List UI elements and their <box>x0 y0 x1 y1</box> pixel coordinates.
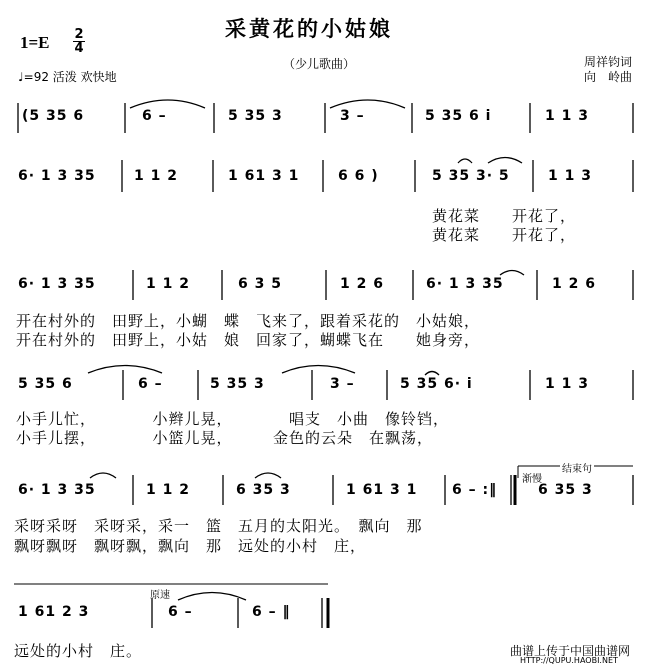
bar: 3 – <box>340 108 365 124</box>
meter-top: 2 <box>74 27 84 42</box>
bar: 5 35 3· 5 <box>432 168 510 184</box>
bar: 6 – <box>142 108 167 124</box>
lyric-line-2: 飘呀飘呀 飘呀飘，飘向 那 远处的小村 庄， <box>14 537 367 555</box>
bar: 5 35 3 <box>228 108 283 124</box>
bar: 1 61 3 1 <box>346 482 418 498</box>
watermark: 曲谱上传于中国曲谱网 <box>510 644 631 658</box>
bar: 6· 1 3 35 <box>18 276 96 292</box>
a-tempo-mark: 原速 <box>150 590 170 601</box>
bar: (5 35 6 <box>22 108 85 124</box>
bar: 1 2 6 <box>552 276 596 292</box>
bar: 6 – :‖ <box>452 482 498 498</box>
bar: 1 1 3 <box>548 168 592 184</box>
lyric-line-2: 小手儿摆， 小篮儿晃， 金色的云朵 在飘荡， <box>16 429 434 447</box>
bar: 1 1 2 <box>134 168 178 184</box>
bar: 3 – <box>330 376 355 392</box>
bar: 6 – ‖ <box>252 604 291 620</box>
bar: 6· 1 3 35 <box>18 168 96 184</box>
bar: 6· 1 3 35 <box>426 276 504 292</box>
lyric-line-2: 开在村外的 田野上，小姑 娘 回家了，蝴蝶飞在 她身旁， <box>16 331 481 349</box>
lyric-line-1: 开在村外的 田野上，小蝴 蝶 飞来了，跟着采花的 小姑娘， <box>16 312 481 330</box>
bar: 1 1 2 <box>146 276 190 292</box>
meter-bottom: 4 <box>74 41 84 56</box>
watermark-url: HTTP://QUPU.HAOBI.NET <box>520 656 618 665</box>
lyric-line-1: 小手儿忙， 小辫儿晃， 唱支 小曲 像铃铛， <box>16 410 450 428</box>
bar: 1 61 2 3 <box>18 604 90 620</box>
bar: 5 35 6 i <box>425 108 492 124</box>
composer: 向 岭曲 <box>583 70 632 84</box>
bar: 6 35 3 <box>538 482 593 498</box>
bar: 1 1 3 <box>545 108 589 124</box>
bar: 6· 1 3 35 <box>18 482 96 498</box>
bar: 1 1 2 <box>146 482 190 498</box>
bar: 5 35 6 <box>18 376 73 392</box>
bar: 6 6 ) <box>338 168 379 184</box>
bar: 5 35 3 <box>210 376 265 392</box>
bar: 1 61 3 1 <box>228 168 300 184</box>
lyric-line-1: 采呀采呀 采呀采，采一 篮 五月的太阳光。 飘向 那 <box>14 517 423 535</box>
key-signature: 1=E <box>20 33 50 52</box>
bar: 6 – <box>168 604 193 620</box>
slowing-mark: 渐慢 <box>522 474 542 485</box>
lyric-line-1: 远处的小村 庄。 <box>14 642 143 660</box>
bar: 5 35 6· i <box>400 376 473 392</box>
bar: 1 1 3 <box>545 376 589 392</box>
bar: 6 3 5 <box>238 276 282 292</box>
lyricist: 周祥钧词 <box>583 55 632 69</box>
ending-mark: 结束句 <box>560 460 594 475</box>
lyric-line-1: 黄花菜 开花了， <box>432 207 577 225</box>
subtitle: （少儿歌曲） <box>283 57 356 71</box>
bar: 6 – <box>138 376 163 392</box>
tempo-marking: ♩=92 活泼 欢快地 <box>18 70 117 84</box>
lyric-line-2: 黄花菜 开花了， <box>432 226 577 244</box>
bar: 6 35 3 <box>236 482 291 498</box>
song-title: 采黄花的小姑娘 <box>225 17 393 41</box>
bar: 1 2 6 <box>340 276 384 292</box>
